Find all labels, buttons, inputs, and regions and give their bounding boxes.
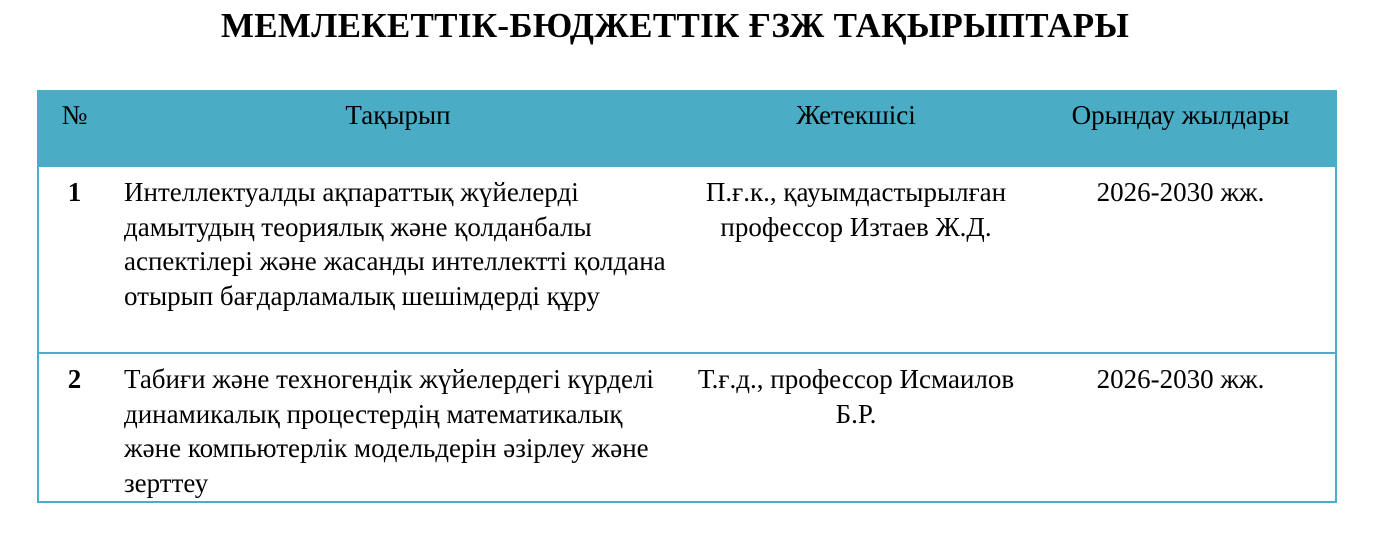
- row-years: 2026-2030 жж.: [1096, 177, 1265, 207]
- header-number: №: [61, 100, 88, 130]
- row-supervisor: П.ғ.к., қауымдастырылған профессор Изтаев Ж.Д.: [705, 177, 1007, 242]
- row-years: 2026-2030 жж.: [1096, 364, 1265, 394]
- header-topic: Тақырып: [345, 100, 451, 130]
- row-number: 1: [67, 177, 82, 207]
- row-topic: Табиғи және техногендік жүйелердегі күрделі динамикалық процестердің математикалық және компьютерлік модельдерін әзірлеу және зерттеу: [124, 364, 654, 498]
- page-title: МЕМЛЕКЕТТІК-БЮДЖЕТТІК ҒЗЖ ТАҚЫРЫПТАРЫ: [220, 6, 1130, 45]
- row-topic: Интеллектуалды ақпараттық жүйелерді дамытудың теориялық және қолданбалы аспектілері және жасанды интеллектті қолдана отырып бағдарламалық шешімдерді құру: [124, 177, 666, 311]
- header-years: Орындау жылдары: [1071, 100, 1290, 130]
- header-row: [38, 91, 1336, 167]
- topics-table: [37, 90, 1337, 503]
- table-row: [38, 353, 1336, 502]
- row-number: 2: [67, 364, 82, 394]
- table-header: [38, 91, 1336, 167]
- header-supervisor: Жетекшісі: [796, 100, 916, 130]
- table-row: [38, 167, 1336, 353]
- row-supervisor: Т.ғ.д., профессор Исмаилов Б.Р.: [697, 364, 1015, 429]
- table-body: [38, 167, 1336, 502]
